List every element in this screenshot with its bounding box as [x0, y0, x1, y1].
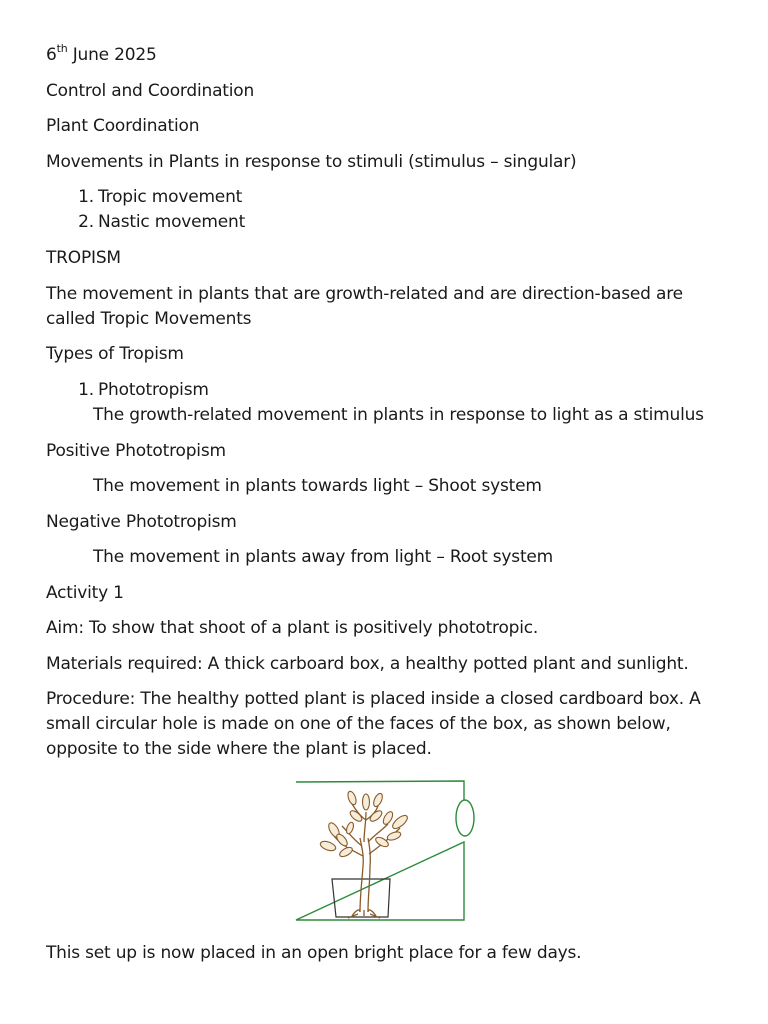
procedure-text: Procedure: The healthy potted plant is placed inside a closed cardboard box. A small circular hole is made on one of the faces of the box, as shown below, opposite to the side where the plant is placed. [46, 689, 701, 759]
types-heading: Types of Tropism [46, 344, 184, 364]
negative-text: The movement in plants away from light – Root system [93, 547, 554, 567]
positive-text: The movement in plants towards light – Shoot system [93, 476, 542, 496]
tropism-heading: TROPISM [46, 248, 121, 268]
date-line [46, 43, 157, 68]
list-item [72, 210, 245, 235]
list-number: 1. [78, 380, 94, 400]
conclusion-text: This set up is now placed in an open bright place for a few days. [46, 943, 582, 963]
list-number: 1. [78, 187, 94, 207]
list-item [72, 185, 242, 210]
chapter-heading: Control and Coordination [46, 81, 255, 101]
phototropism-definition: The growth-related movement in plants in response to light as a stimulus [93, 405, 704, 425]
topic-heading: Plant Coordination [46, 116, 200, 136]
list-text: Nastic movement [98, 212, 246, 232]
movements-intro: Movements in Plants in response to stimuli (stimulus – singular) [46, 152, 577, 172]
negative-heading: Negative Phototropism [46, 512, 237, 532]
potted-plant-in-box-icon [290, 776, 480, 924]
tropism-definition: The movement in plants that are growth-related and are direction-based are called Tropic Movements [46, 284, 683, 329]
figure-svg [290, 776, 480, 924]
date-rest: June 2025 [67, 45, 157, 65]
list-number: 2. [78, 212, 94, 232]
materials-text: Materials required: A thick carboard box, a healthy potted plant and sunlight. [46, 654, 689, 674]
aim-text: Aim: To show that shoot of a plant is positively phototropic. [46, 618, 539, 638]
positive-heading: Positive Phototropism [46, 441, 226, 461]
date-day: 6 [46, 45, 57, 65]
date-suffix: th [56, 42, 68, 56]
list-text: Tropic movement [98, 187, 243, 207]
list-item [72, 378, 209, 403]
phototropism-title: Phototropism [98, 380, 209, 400]
activity-heading: Activity 1 [46, 583, 124, 603]
